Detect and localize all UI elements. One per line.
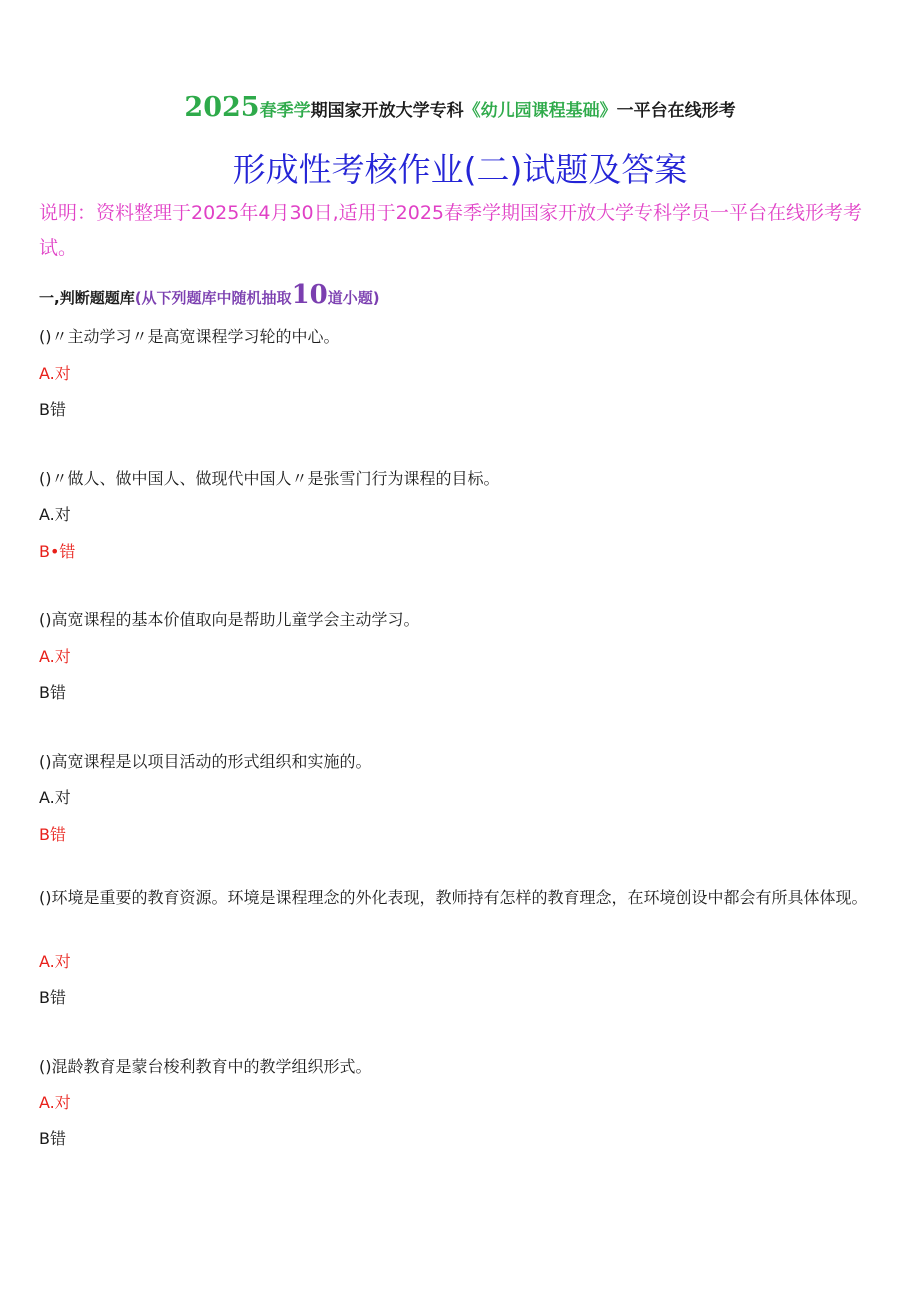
question-option-b: B•错	[39, 542, 76, 561]
section-prefix: 一,判断题题库	[39, 289, 135, 307]
question-text: ()高宽课程是以项目活动的形式组织和实施的。	[39, 752, 372, 771]
header-term: 春季学	[259, 101, 311, 121]
document-main-title: 形成性考核作业(二)试题及答案	[232, 150, 688, 189]
question-text: ()环境是重要的教育资源。环境是课程理念的外化表现，教师持有怎样的教育理念，在环境创设中都会有所具体体现。	[39, 888, 868, 907]
question-text: ()〃做人、做中国人、做现代中国人〃是张雪门行为课程的目标。	[39, 469, 500, 488]
header-course-name: 《幼儿园课程基础》	[463, 101, 617, 121]
question-text: ()高宽课程的基本价值取向是帮助儿童学会主动学习。	[39, 610, 420, 629]
section-count: 10	[291, 280, 328, 310]
question-option-b: B错	[39, 1129, 66, 1148]
question-option-b: B错	[39, 988, 66, 1007]
header-year: 2025	[184, 92, 260, 123]
question-option-a: A.对	[39, 952, 71, 971]
question-option-a: A.对	[39, 647, 71, 666]
section-paren-close: 道小题)	[327, 289, 380, 307]
document-header-line	[0, 92, 920, 123]
question-text: ()混龄教育是蒙台梭利教育中的教学组织形式。	[39, 1057, 372, 1076]
question-option-a: A.对	[39, 1093, 71, 1112]
header-platform: 一平台在线形考	[616, 101, 736, 121]
question-option-b: B错	[39, 825, 66, 844]
question-option-a: A.对	[39, 364, 71, 383]
document-note: 说明：资料整理于2025年4月30日,适用于2025春季学期国家开放大学专科学员一平台在线形考考试。	[39, 202, 863, 259]
question-option-a: A.对	[39, 788, 71, 807]
question-option-a: A.对	[39, 505, 71, 524]
question-text: ()〃主动学习〃是高宽课程学习轮的中心。	[39, 327, 340, 346]
header-school: 期国家开放大学专科	[310, 101, 464, 121]
section-title	[39, 280, 380, 310]
section-paren-open: (从下列题库中随机抽取	[134, 289, 292, 307]
question-option-b: B错	[39, 400, 66, 419]
question-option-b: B错	[39, 683, 66, 702]
